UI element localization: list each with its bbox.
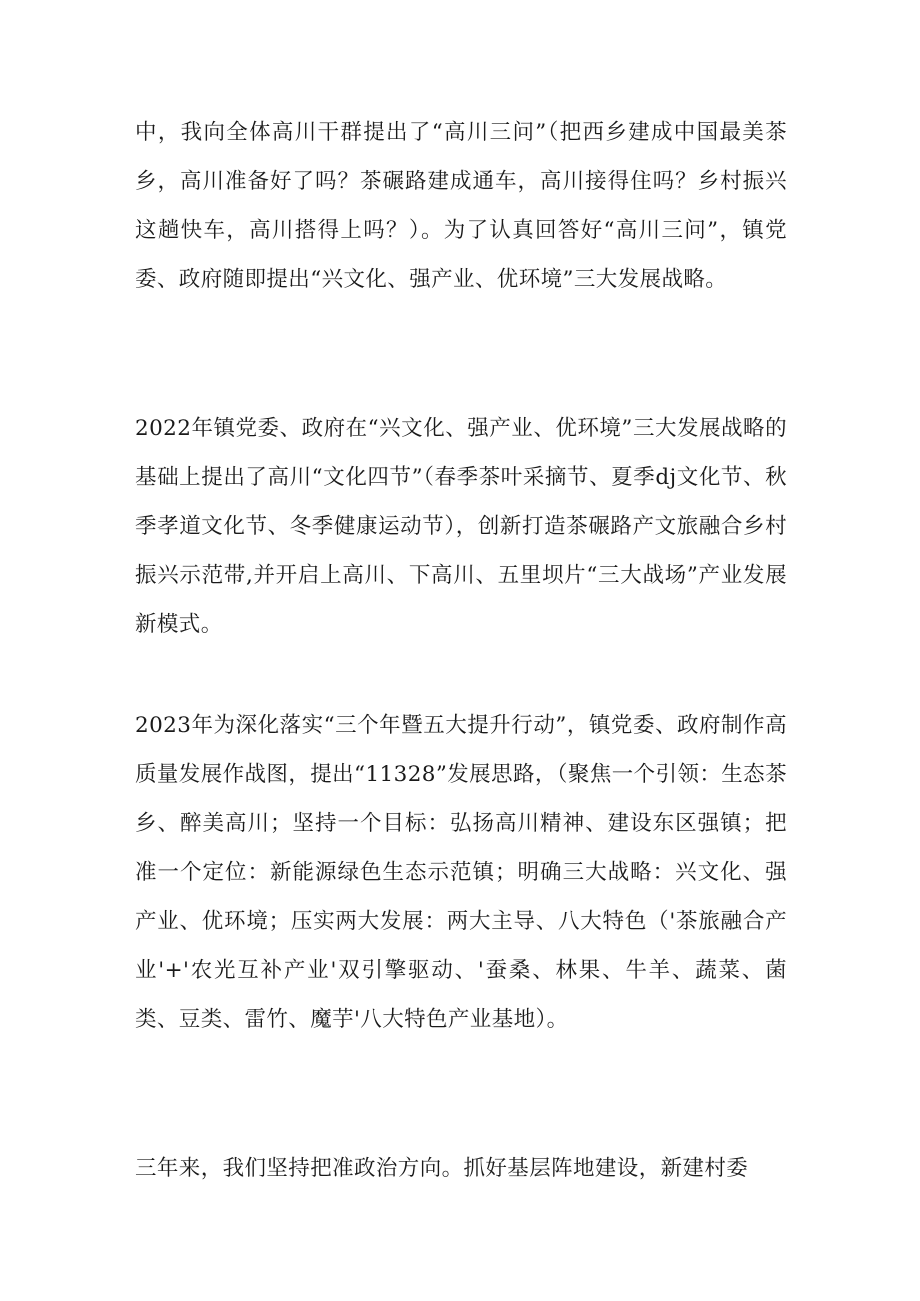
paragraph-2: 2022年镇党委、政府在“兴文化、强产业、优环境”三大发展战略的基础上提出了高川“文化四节”（春季茶叶采摘节、夏季dj文化节、秋季孝道文化节、冬季健康运动节），创新打造茶碾路产文旅融合乡村振兴示范带,并开启上高川、下高川、五里坝片“三大战场”产业发展新模式。 — [135, 416, 787, 637]
paragraph-3: 2023年为深化落实“三个年暨五大提升行动”，镇党委、政府制作高质量发展作战图，提出“11328”发展思路，（聚焦一个引领：生态茶乡、醉美高川；坚持一个目标：弘扬高川精神、建设东区强镇；把准一个定位：新能源绿色生态示范镇；明确三大战略：兴文化、强产业、优环境；压实两大发展：两大主导、八大特色（'茶旅融合产业'+'农光互补产业'双引擎驱动、'蚕桑、林果、牛羊、蔬菜、菌类、豆类、雷竹、魔芋'八大特色产业基地）。 — [135, 713, 787, 1032]
paragraph-4: 三年来，我们坚持把准政治方向。抓好基层阵地建设，新建村委 — [135, 1156, 749, 1181]
paragraph-1: 中，我向全体高川干群提出了“高川三问”（把西乡建成中国最美茶乡，高川准备好了吗？茶碾路建成通车，高川接得住吗？乡村振兴这趟快车，高川搭得上吗？）。为了认真回答好“高川三问”，镇党委、政府随即提出“兴文化、强产业、优环境”三大发展战略。 — [135, 120, 787, 292]
